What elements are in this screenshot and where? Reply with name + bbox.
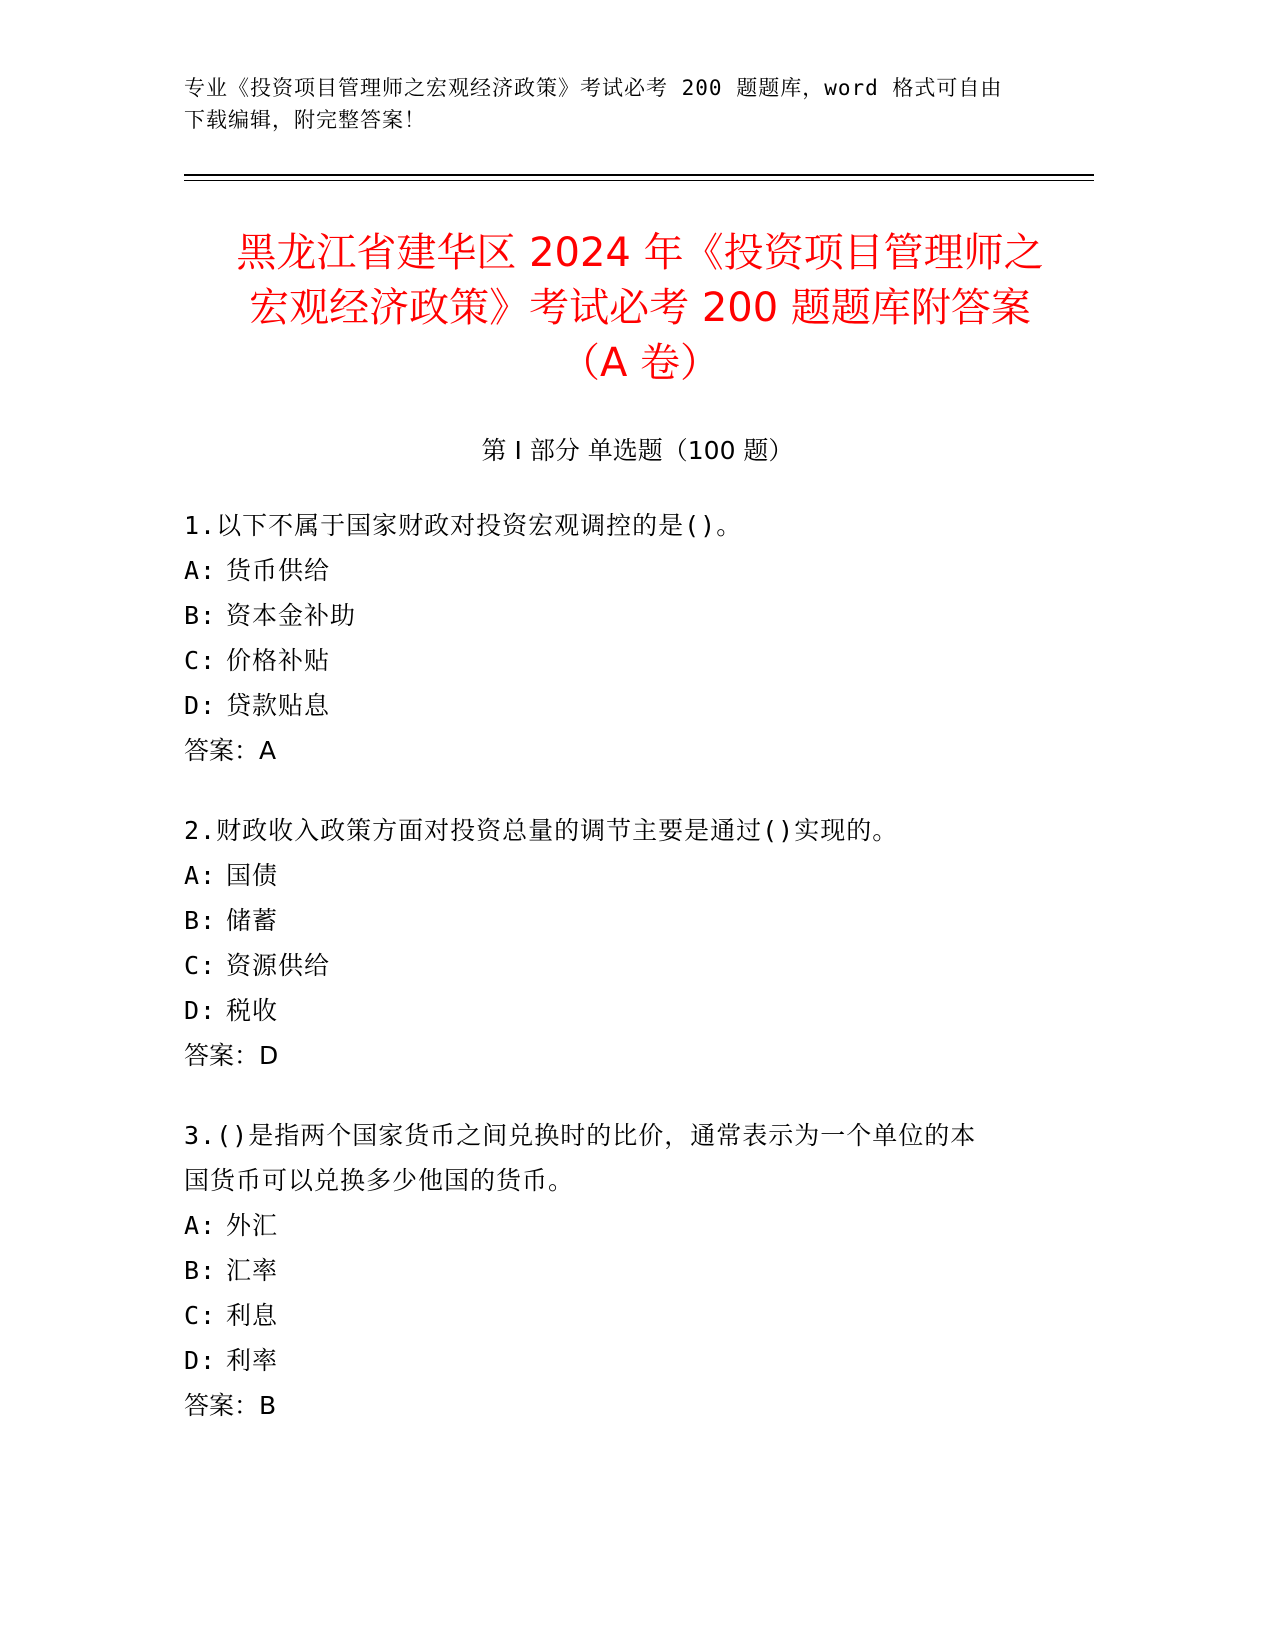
option-c xyxy=(184,638,1084,683)
question-3 xyxy=(184,1113,1084,1428)
header-divider-thin xyxy=(184,180,1094,181)
option-d xyxy=(184,988,1084,1033)
option-c xyxy=(184,943,1084,988)
document-title xyxy=(150,226,1130,391)
question-2 xyxy=(184,808,1084,1078)
option-letter: C: xyxy=(184,646,217,675)
option-text: 国债 xyxy=(226,861,279,890)
option-a xyxy=(184,1203,1084,1248)
option-letter: D: xyxy=(184,691,217,720)
option-letter: D: xyxy=(184,996,217,1025)
question-stem-line: 3.()是指两个国家货币之间兑换时的比价，通常表示为一个单位的本 xyxy=(184,1121,977,1150)
answer-line: 答案：D xyxy=(184,1041,279,1070)
option-letter: C: xyxy=(184,1301,217,1330)
question-stem xyxy=(184,1113,1084,1203)
option-b xyxy=(184,898,1084,943)
header-note-line: 专业《投资项目管理师之宏观经济政策》考试必考 200 题题库，word 格式可自由 xyxy=(184,76,1003,100)
title-line: （A 卷） xyxy=(559,340,721,386)
option-text: 货币供给 xyxy=(226,556,331,585)
option-text: 贷款贴息 xyxy=(226,691,331,720)
title-line: 黑龙江省建华区 2024 年《投资项目管理师之 xyxy=(236,230,1044,276)
header-note xyxy=(184,72,1084,136)
option-text: 外汇 xyxy=(226,1211,279,1240)
header-note-line: 下载编辑，附完整答案！ xyxy=(184,108,426,132)
option-c xyxy=(184,1293,1084,1338)
option-letter: A: xyxy=(184,556,217,585)
option-a xyxy=(184,548,1084,593)
option-text: 资源供给 xyxy=(226,951,331,980)
option-b xyxy=(184,1248,1084,1293)
question-stem-line: 1.以下不属于国家财政对投资宏观调控的是()。 xyxy=(184,511,743,540)
option-letter: B: xyxy=(184,601,217,630)
option-text: 利息 xyxy=(226,1301,279,1330)
option-letter: B: xyxy=(184,906,217,935)
option-a xyxy=(184,853,1084,898)
option-text: 储蓄 xyxy=(226,906,279,935)
option-letter: B: xyxy=(184,1256,217,1285)
section-heading: 第 I 部分 单选题（100 题） xyxy=(481,436,794,465)
question-1 xyxy=(184,503,1084,773)
option-letter: A: xyxy=(184,1211,217,1240)
answer-line: 答案：A xyxy=(184,736,277,765)
question-stem xyxy=(184,503,1084,548)
option-text: 税收 xyxy=(226,996,279,1025)
option-d xyxy=(184,683,1084,728)
question-stem-line: 国货币可以兑换多少他国的货币。 xyxy=(184,1166,575,1195)
option-text: 汇率 xyxy=(226,1256,279,1285)
header-divider xyxy=(184,174,1094,176)
option-letter: C: xyxy=(184,951,217,980)
question-stem xyxy=(184,808,1084,853)
option-d xyxy=(184,1338,1084,1383)
option-letter: D: xyxy=(184,1346,217,1375)
option-text: 价格补贴 xyxy=(226,646,331,675)
option-text: 利率 xyxy=(226,1346,279,1375)
title-line: 宏观经济政策》考试必考 200 题题库附答案 xyxy=(249,285,1031,331)
option-letter: A: xyxy=(184,861,217,890)
answer-line: 答案：B xyxy=(184,1391,277,1420)
option-b xyxy=(184,593,1084,638)
option-text: 资本金补助 xyxy=(226,601,357,630)
question-stem-line: 2.财政收入政策方面对投资总量的调节主要是通过()实现的。 xyxy=(184,816,899,845)
